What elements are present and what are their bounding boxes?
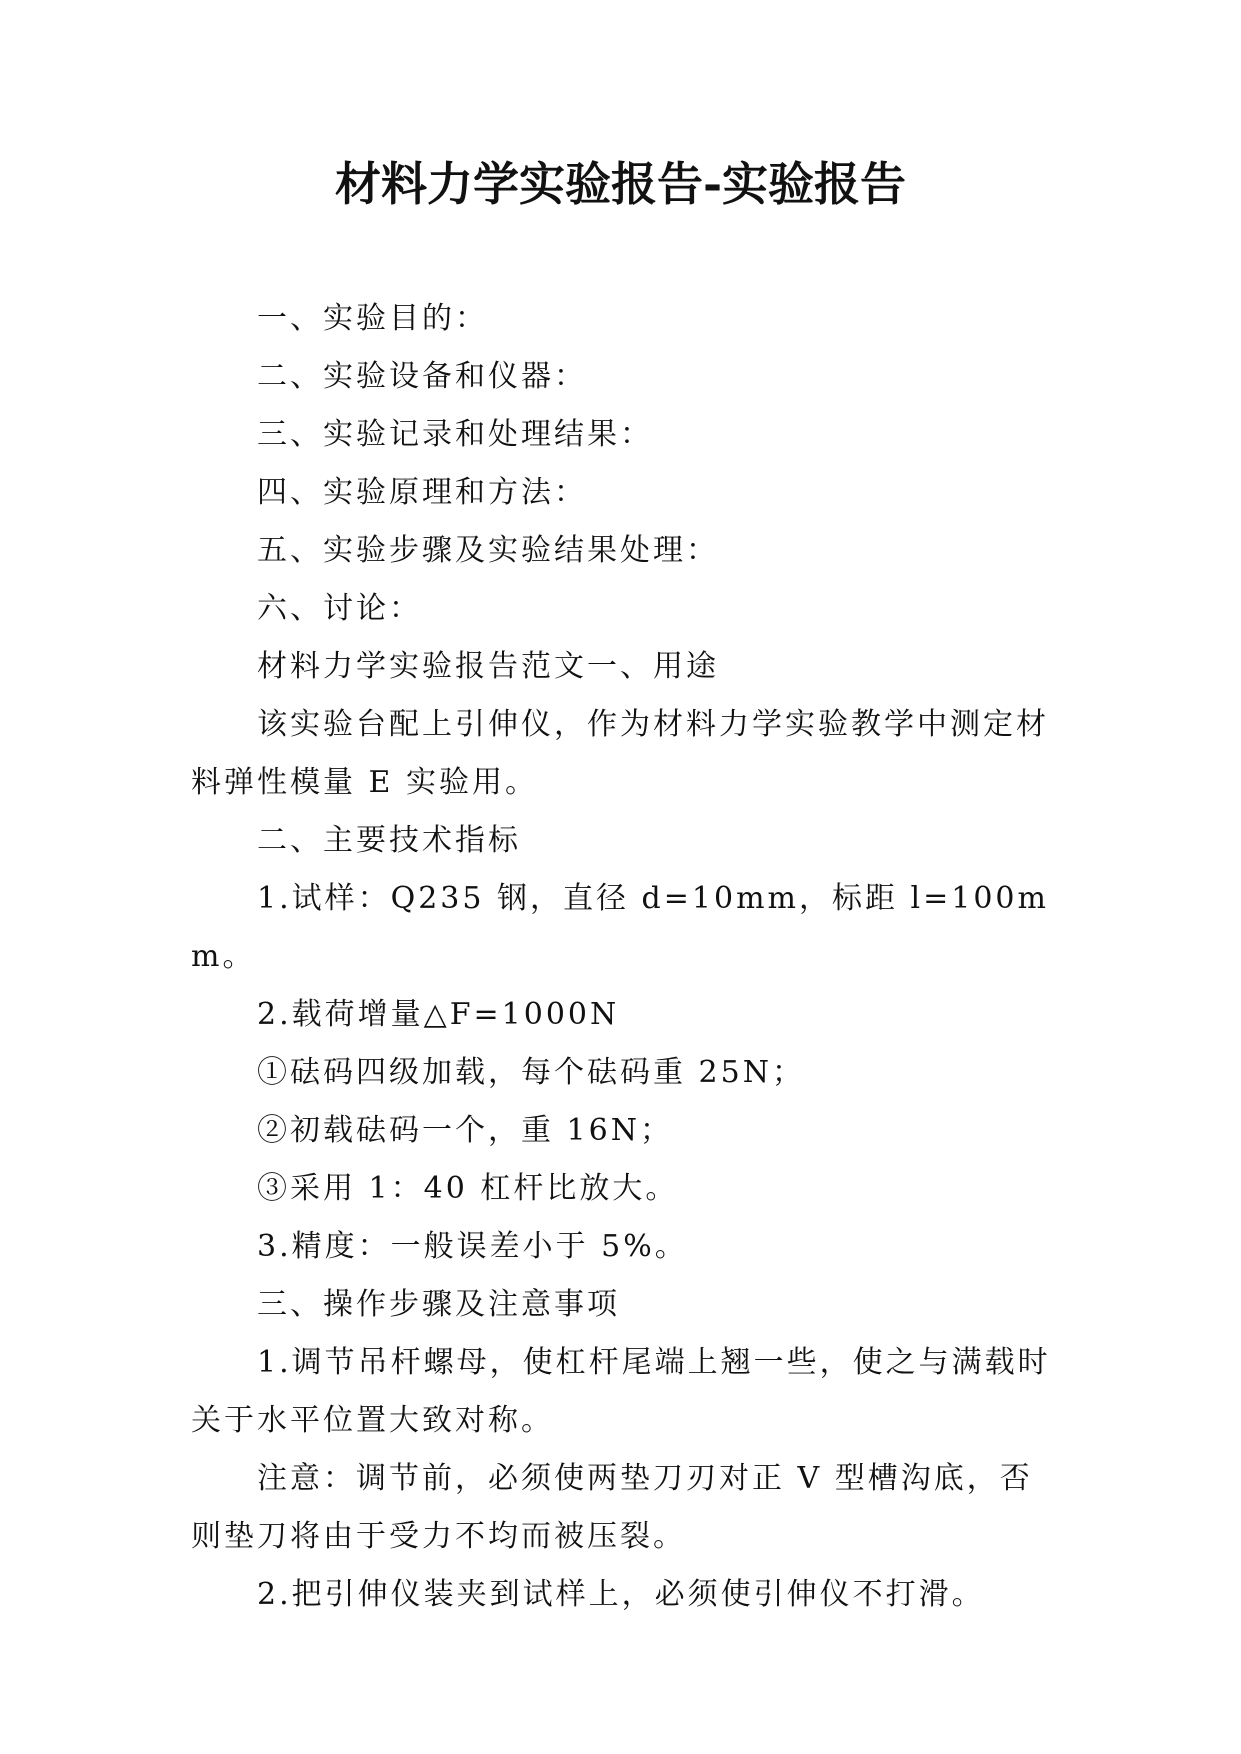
operation-step-2: 2.把引伸仪装夹到试样上，必须使引伸仪不打滑。	[257, 1577, 985, 1612]
spec-subitem-1: ①砝码四级加载，每个砝码重 25N；	[257, 1055, 805, 1090]
spec-item-load-increment: 2.载荷增量△F=1000N	[257, 997, 620, 1032]
section-heading-records: 三、实验记录和处理结果：	[257, 417, 653, 452]
section-heading-steps: 五、实验步骤及实验结果处理：	[257, 533, 719, 568]
paragraph-usage: 该实验台配上引伸仪，作为材料力学实验教学中测定材料弹性模量 E 实验用。	[191, 707, 1049, 800]
section-heading-equipment: 二、实验设备和仪器：	[257, 359, 587, 394]
document-body	[191, 290, 1051, 1624]
section-heading-operation: 三、操作步骤及注意事项	[257, 1287, 620, 1322]
sample-heading-usage: 材料力学实验报告范文一、用途	[257, 649, 719, 684]
spec-item-specimen: 1.试样：Q235 钢，直径 d=10mm，标距 l=100mm。	[191, 881, 1049, 974]
section-heading-principle: 四、实验原理和方法：	[257, 475, 587, 510]
operation-note: 注意：调节前，必须使两垫刀刃对正 V 型槽沟底，否则垫刀将由于受力不均而被压裂。	[191, 1461, 1033, 1554]
section-heading-purpose: 一、实验目的：	[257, 301, 488, 336]
section-heading-discussion: 六、讨论：	[257, 591, 422, 626]
section-heading-specs: 二、主要技术指标	[257, 823, 521, 858]
spec-subitem-3: ③采用 1：40 杠杆比放大。	[257, 1171, 679, 1206]
operation-step-1: 1.调节吊杆螺母，使杠杆尾端上翘一些，使之与满载时关于水平位置大致对称。	[191, 1345, 1051, 1438]
spec-item-precision: 3.精度：一般误差小于 5%。	[257, 1229, 688, 1264]
spec-subitem-2: ②初载砝码一个，重 16N；	[257, 1113, 673, 1148]
document-title: 材料力学实验报告-实验报告	[334, 157, 907, 211]
